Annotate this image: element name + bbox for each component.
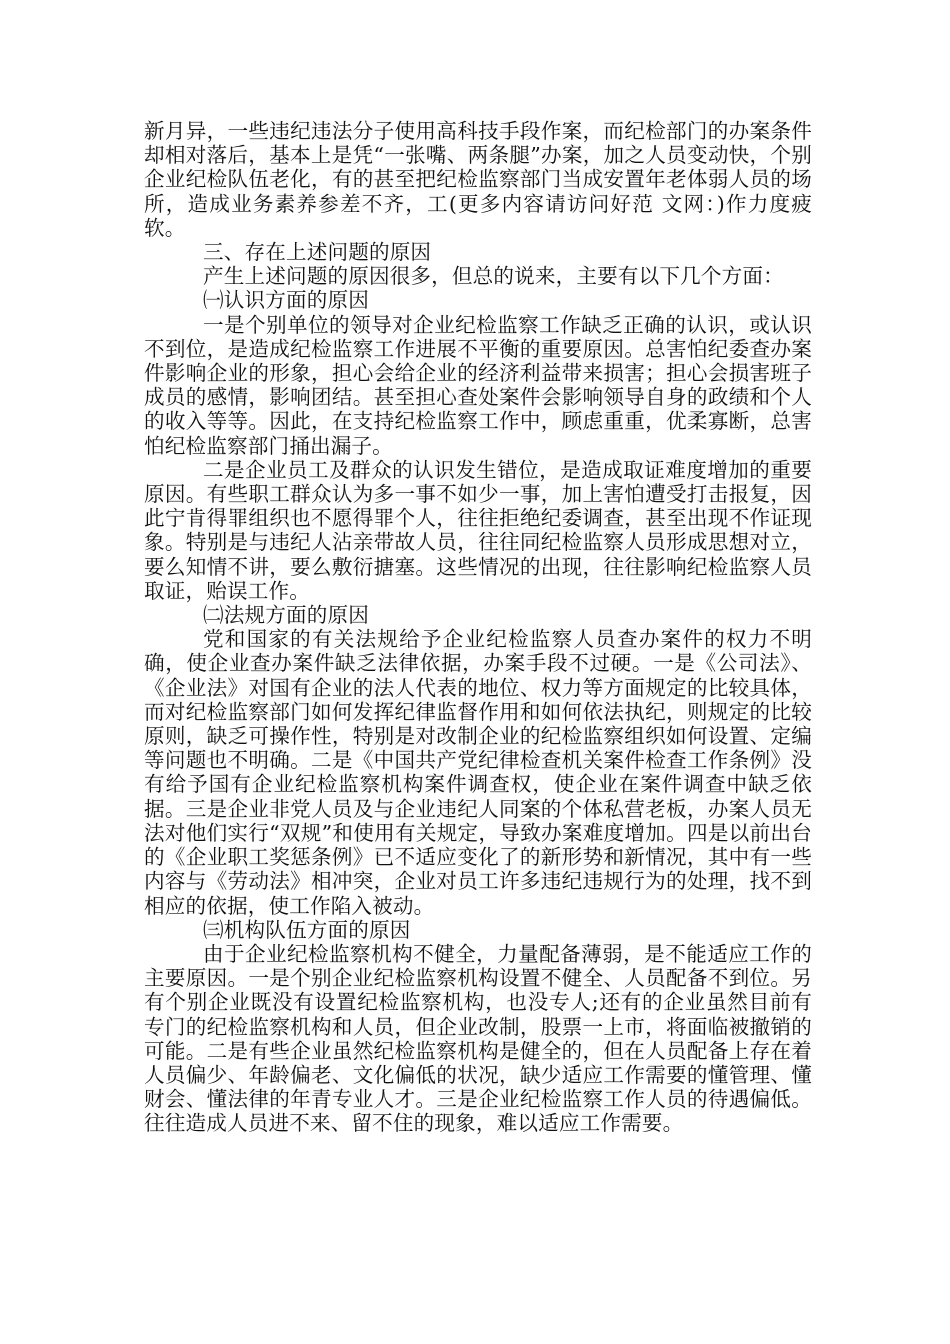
section-heading-causes: 三、存在上述问题的原因 (203, 240, 432, 265)
paragraph-leaders-awareness: 一是个别单位的领导对企业纪检监察工作缺乏正确的认识，或认识不到位，是造成纪检监察工作进展不平衡的重要原因。总害怕纪委查办案件影响企业的形象，担心会给企业的经济利益带来损害；担心会损害班子成员的感情，影响团结。甚至担心查处案件会影响领导自身的政绩和个人的收入等等。因此，在支持纪检监察工作中，顾虑重重，优柔寡断，总害怕纪检监察部门捅出漏子。 (144, 312, 812, 458)
subheading-regulations: ㈡法规方面的原因 (203, 603, 369, 628)
paragraph-staff-awareness: 二是企业员工及群众的认识发生错位，是造成取证难度增加的重要原因。有些职工群众认为多一事不如少一事，加上害怕遭受打击报复，因此宁肯得罪组织也不愿得罪个人，往往拒绝纪委调查，甚至出现不作证现象。特别是与违纪人沾亲带故人员，往往同纪检监察人员形成思想对立，要么知情不讲，要么敷衍搪塞。这些情况的出现，往往影响纪检监察人员取证，贻误工作。 (144, 457, 812, 603)
paragraph-organization: 由于企业纪检监察机构不健全，力量配备薄弱，是不能适应工作的主要原因。一是个别企业纪检监察机构设置不健全、人员配备不到位。另有个别企业既没有设置纪检监察机构，也没专人;还有的企业虽然目前有专门的纪检监察机构和人员，但企业改制，股票一上市，将面临被撤销的可能。二是有些企业虽然纪检监察机构是健全的，但在人员配备上存在着人员偏少、年龄偏老、文化偏低的状况，缺少适应工作需要的懂管理、懂财会、懂法律的年青专业人才。三是企业纪检监察工作人员的待遇偏低。往往造成人员进不来、留不住的现象，难以适应工作需要。 (144, 941, 812, 1136)
subheading-organization: ㈢机构队伍方面的原因 (203, 917, 411, 942)
document-body (144, 119, 812, 1136)
paragraph-continuation: 新月异，一些违纪违法分子使用高科技手段作案，而纪检部门的办案条件却相对落后，基本上是凭“一张嘴、两条腿”办案，加之人员变动快，个别企业纪检队伍老化，有的甚至把纪检监察部门当成安置年老体弱人员的场所，造成业务素养参差不齐，工(更多内容请访问好范 文网：)作力度疲软。 (144, 119, 812, 240)
paragraph-intro: 产生上述问题的原因很多，但总的说来，主要有以下几个方面： (203, 264, 784, 289)
paragraph-regulations: 党和国家的有关法规给予企业纪检监察人员查办案件的权力不明确，使企业查办案件缺乏法律依据，办案手段不过硬。一是《公司法》、《企业法》对国有企业的法人代表的地位、权力等方面规定的比较具体，而对纪检监察部门如何发挥纪律监督作用和如何依法执纪，则规定的比较原则，缺乏可操作性，特别是对改制企业的纪检监察组织如何设置、定编等问题也不明确。二是《中国共产党纪律检查机关案件检查工作条例》没有给予国有企业纪检监察机构案件调查权，使企业在案件调查中缺乏依据。三是企业非党人员及与企业违纪人同案的个体私营老板，办案人员无法对他们实行“双规”和使用有关规定，导致办案难度增加。四是以前出台的《企业职工奖惩条例》已不适应变化了的新形势和新情况，其中有一些内容与《劳动法》相冲突，企业对员工许多违纪违规行为的处理，找不到相应的依据，使工作陷入被动。 (144, 627, 812, 918)
subheading-awareness: ㈠认识方面的原因 (203, 288, 369, 313)
